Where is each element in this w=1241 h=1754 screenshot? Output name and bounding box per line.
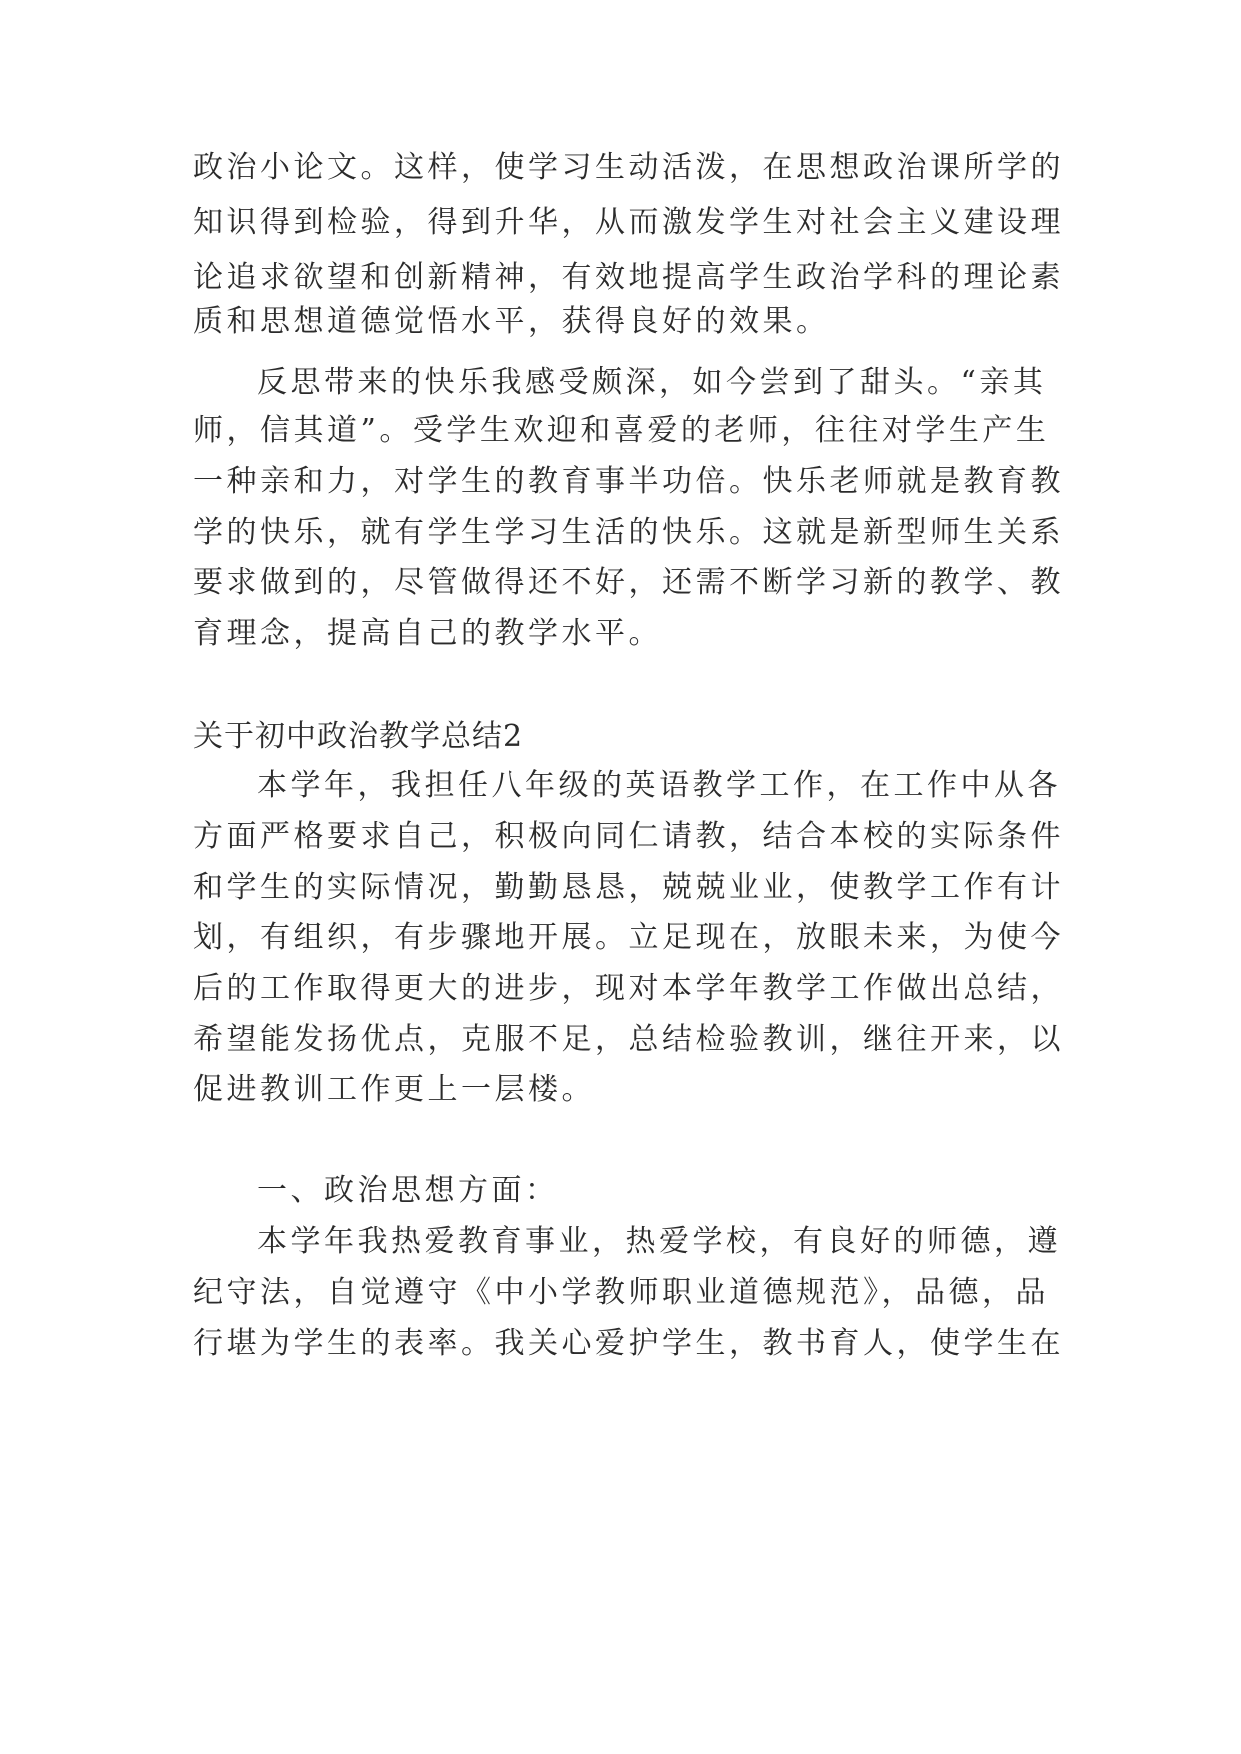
paragraph-3-line-7: 促进教训工作更上一层楼。 [193,1072,595,1107]
section-heading-2: 关于初中政治教学总结2 [193,719,524,754]
paragraph-1-line-4: 质和思想道德觉悟水平，获得良好的效果。 [193,304,830,339]
paragraph-3-line-1: 本学年，我担任八年级的英语教学工作，在工作中从各 [257,768,1061,803]
paragraph-2-line-4: 学的快乐，就有学生学习生活的快乐。这就是新型师生关系 [193,515,1064,550]
paragraph-3-line-4: 划，有组织，有步骤地开展。立足现在，放眼未来，为使今 [193,920,1064,955]
paragraph-3-line-6: 希望能发扬优点，克服不足，总结检验教训，继往开来，以 [193,1022,1064,1057]
paragraph-2-line-5: 要求做到的，尽管做得还不好，还需不断学习新的教学、教 [193,565,1064,600]
section-1-title: 一、政治思想方面： [257,1173,559,1208]
paragraph-3-line-5: 后的工作取得更大的进步，现对本学年教学工作做出总结， [193,971,1064,1006]
paragraph-3-line-2: 方面严格要求自己，积极向同仁请教，结合本校的实际条件 [193,819,1064,854]
paragraph-1-line-1: 政治小论文。这样，使学习生动活泼，在思想政治课所学的 [193,150,1064,185]
paragraph-2-line-3: 一种亲和力，对学生的教育事半功倍。快乐老师就是教育教 [193,464,1064,499]
paragraph-4-line-2: 纪守法，自觉遵守《中小学教师职业道德规范》，品德，品 [193,1275,1049,1310]
paragraph-1-line-3: 论追求欲望和创新精神，有效地提高学生政治学科的理论素 [193,260,1064,295]
paragraph-2-line-1: 反思带来的快乐我感受颇深，如今尝到了甜头。“亲其 [257,365,1047,400]
paragraph-2-line-2: 师，信其道”。受学生欢迎和喜爱的老师，往往对学生产生 [193,413,1050,448]
paragraph-2-line-6: 育理念，提高自己的教学水平。 [193,616,662,651]
paragraph-4-line-3: 行堪为学生的表率。我关心爱护学生，教书育人，使学生在 [193,1326,1064,1361]
paragraph-4-line-1: 本学年我热爱教育事业，热爱学校，有良好的师德，遵 [257,1224,1061,1259]
paragraph-3-line-3: 和学生的实际情况，勤勤恳恳，兢兢业业，使教学工作有计 [193,870,1064,905]
paragraph-1-line-2: 知识得到检验，得到升华，从而激发学生对社会主义建设理 [193,205,1064,240]
